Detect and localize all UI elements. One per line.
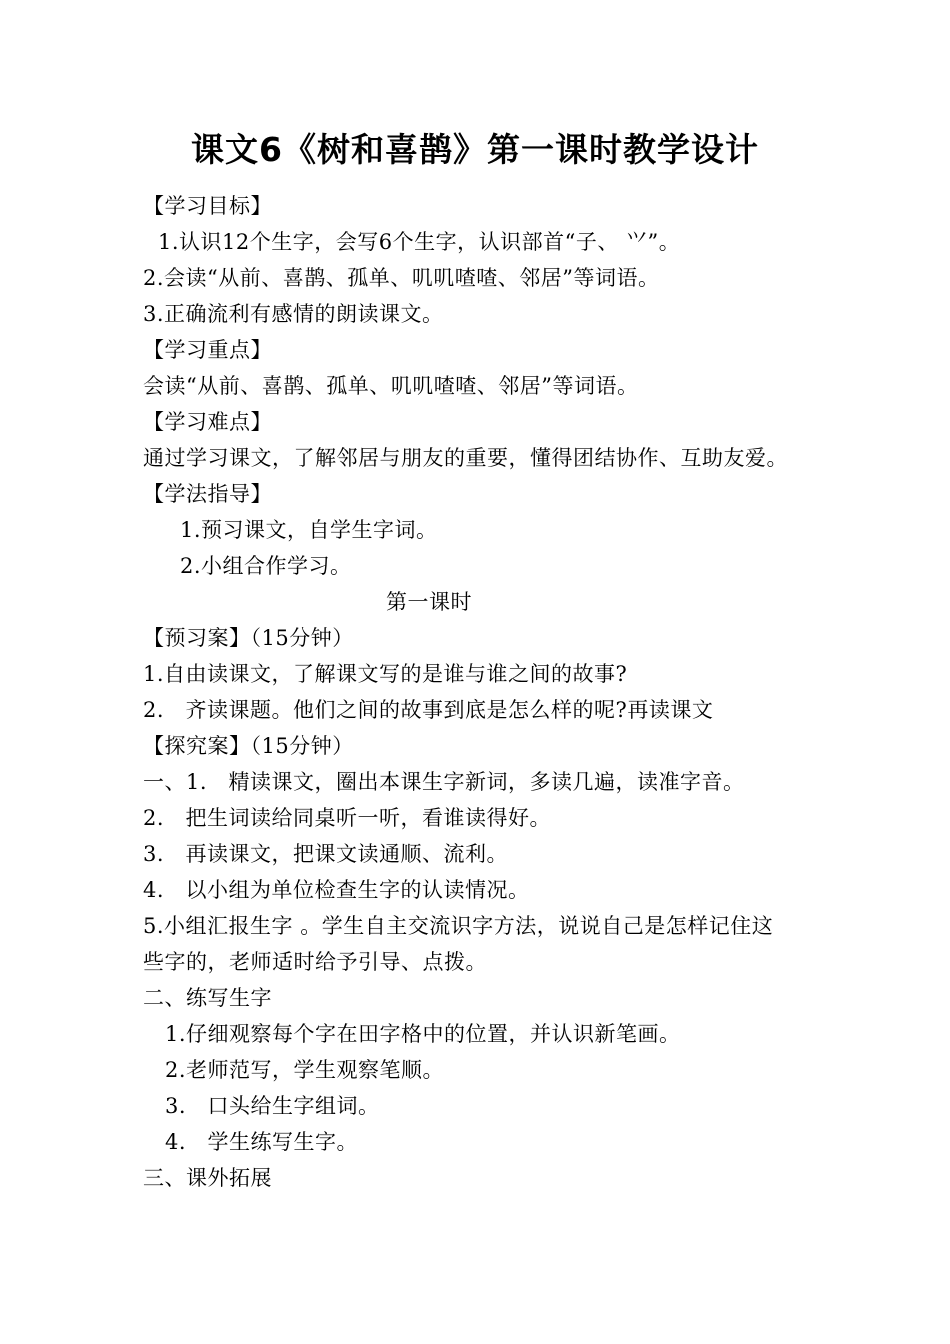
method-item-2: 2.小组合作学习。 bbox=[180, 554, 352, 578]
explore-item-3: 3. 再读课文，把课文读通顺、流利。 bbox=[143, 842, 509, 866]
writing-item-3: 3. 口头给生字组词。 bbox=[165, 1094, 380, 1118]
goal-item-1: 1.认识12个生字，会写6个生字，认识部首“子、 ⺍”。 bbox=[158, 230, 681, 254]
section-heading-study-method: 【学法指导】 bbox=[143, 482, 272, 506]
section-heading-key-points: 【学习重点】 bbox=[143, 338, 272, 362]
document-title: 课文6《树和喜鹊》第一课时教学设计 bbox=[191, 130, 759, 169]
explore-item-5: 5.小组汇报生字 。学生自主交流识字方法，说说自己是怎样记住这 bbox=[143, 914, 774, 938]
section-heading-extension: 三、课外拓展 bbox=[143, 1166, 272, 1190]
preview-item-1: 1.自由读课文，了解课文写的是谁与谁之间的故事? bbox=[143, 662, 628, 686]
method-item-1: 1.预习课文，自学生字词。 bbox=[180, 518, 438, 542]
key-points-text: 会读“从前、喜鹊、孤单、叽叽喳喳、邻居”等词语。 bbox=[143, 374, 639, 398]
explore-item-2: 2. 把生词读给同桌听一听，看谁读得好。 bbox=[143, 806, 552, 830]
difficulties-text: 通过学习课文，了解邻居与朋友的重要，懂得团结协作、互助友爱。 bbox=[143, 446, 788, 470]
goal-item-3: 3.正确流利有感情的朗读课文。 bbox=[143, 302, 444, 326]
writing-item-2: 2.老师范写，学生观察笔顺。 bbox=[165, 1058, 445, 1082]
explore-item-5-continued: 些字的，老师适时给予引导、点拨。 bbox=[143, 950, 487, 974]
writing-item-1: 1.仔细观察每个字在田字格中的位置，并认识新笔画。 bbox=[165, 1022, 681, 1046]
section-heading-writing: 二、练写生字 bbox=[143, 986, 272, 1010]
goal-item-2: 2.会读“从前、喜鹊、孤单、叽叽喳喳、邻居”等词语。 bbox=[143, 266, 660, 290]
section-heading-explore: 【探究案】（15分钟） bbox=[143, 734, 354, 758]
lesson-period-heading: 第一课时 bbox=[386, 590, 472, 614]
writing-item-4: 4. 学生练写生字。 bbox=[165, 1130, 359, 1154]
section-heading-learning-goals: 【学习目标】 bbox=[143, 194, 272, 218]
section-heading-preview: 【预习案】（15分钟） bbox=[143, 626, 354, 650]
preview-item-2: 2. 齐读课题。他们之间的故事到底是怎么样的呢?再读课文 bbox=[143, 698, 714, 722]
explore-item-1: 一、1. 精读课文，圈出本课生字新词，多读几遍，读准字音。 bbox=[143, 770, 745, 794]
explore-item-4: 4. 以小组为单位检查生字的认读情况。 bbox=[143, 878, 530, 902]
section-heading-difficulties: 【学习难点】 bbox=[143, 410, 272, 434]
